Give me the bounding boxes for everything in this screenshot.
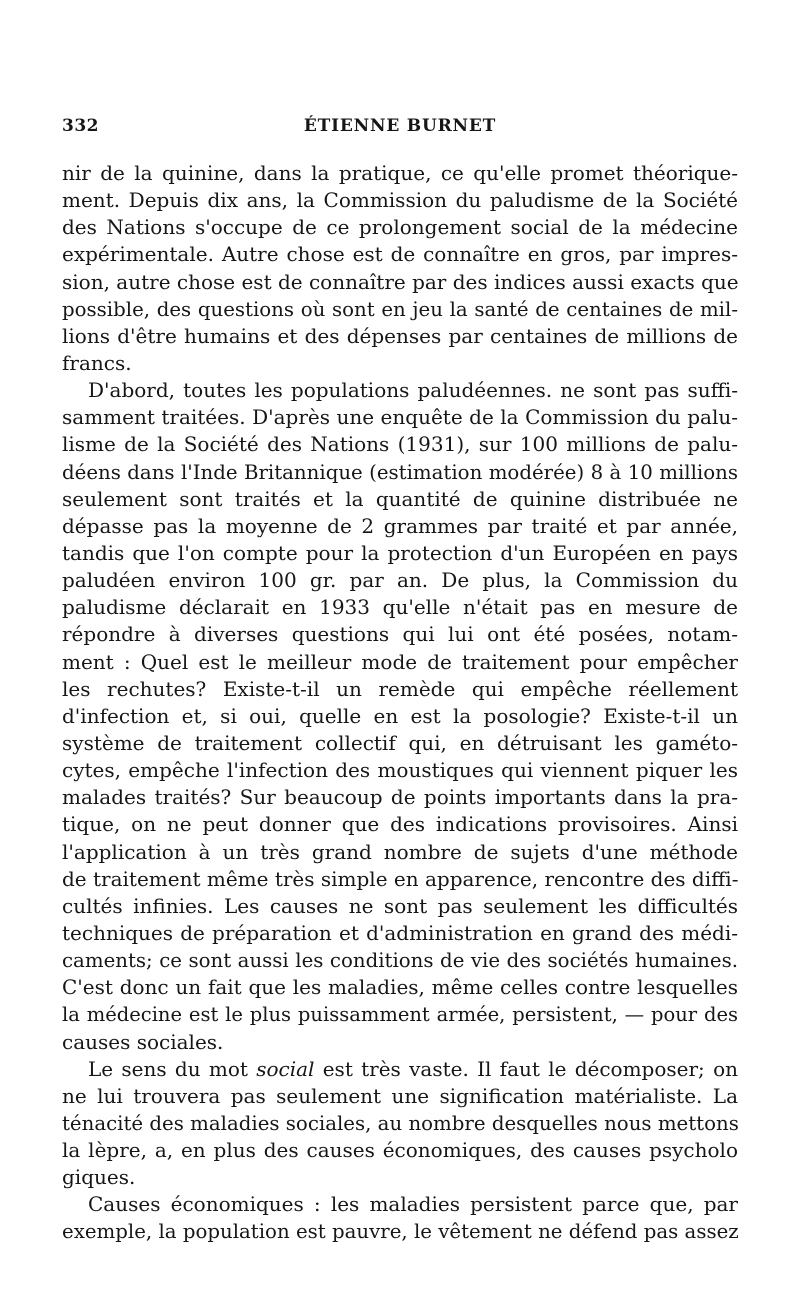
paragraph: [62, 160, 738, 377]
text-line: francs.: [62, 350, 132, 375]
paragraph: [62, 1191, 738, 1245]
text-line: des Nations s'occupe de ce prolongement social de la médecine: [62, 215, 738, 240]
body-text: [62, 160, 738, 1246]
text-line: ne lui trouvera pas seulement une signification matérialiste. La: [62, 1083, 738, 1108]
paragraph: [62, 1056, 738, 1192]
text-line: ment : Quel est le meilleur mode de traitement pour empêcher: [62, 649, 738, 674]
text-line: nir de la quinine, dans la pratique, ce qu'elle promet théorique-: [62, 161, 738, 185]
text-line: possible, des questions où sont en jeu la santé de centaines de mil-: [62, 297, 738, 321]
text-line: caments; ce sont aussi les conditions de vie des sociétés humaines.: [62, 949, 738, 973]
text-line: la médecine est le plus puissamment armée, persistent, — pour des: [62, 1003, 738, 1027]
text-line: l'application à un très grand nombre de sujets d'une méthode: [62, 839, 738, 864]
text-line: paludéen environ 100 gr. par an. De plus, la Commission du: [62, 568, 738, 593]
text-line: Causes économiques : les maladies persistent parce que, par: [88, 1192, 738, 1217]
text-line: samment traitées. D'après une enquête de la Commission du palu-: [62, 405, 738, 430]
text-line: d'infection et, si oui, quelle en est la posologie? Existe-t-il un: [62, 703, 738, 728]
text-line: giques.: [62, 1165, 136, 1190]
text-line: lisme de la Société des Nations (1931), sur 100 millions de palu-: [62, 432, 738, 457]
text-line: Le sens du mot social est très vaste. Il faut le décomposer; on: [88, 1056, 738, 1081]
text-line: seulement sont traités et la quantité de quinine distribuée ne: [62, 486, 738, 511]
text-line: déens dans l'Inde Britannique (estimation modérée) 8 à 10 millions: [62, 460, 738, 484]
text-line: répondre à diverses questions qui lui ont été posées, notam-: [62, 622, 738, 647]
text-line: malades traités? Sur beaucoup de points importants dans la pra-: [62, 785, 738, 810]
running-head: [62, 116, 738, 140]
text-line: expérimentale. Autre chose est de connaître en gros, par impres-: [62, 242, 738, 267]
text-line: lions d'être humains et des dépenses par centaines de millions de: [62, 323, 738, 348]
text-line: sion, autre chose est de connaître par des indices aussi exacts que: [62, 269, 739, 294]
paragraph: [62, 377, 738, 1056]
text-line: tique, on ne peut donner que des indications provisoires. Ainsi: [62, 812, 738, 837]
running-title: ÉTIENNE BURNET: [303, 116, 497, 136]
text-line: de traitement même très simple en apparence, rencontre des diffi-: [62, 866, 739, 891]
text-line: techniques de préparation et d'administration en grand des médi-: [62, 920, 738, 945]
text-line: cytes, empêche l'infection des moustiques qui viennent piquer les: [62, 758, 738, 783]
text-line: causes sociales.: [62, 1029, 224, 1054]
text-line: les rechutes? Existe-t-il un remède qui empêche réellement: [62, 676, 738, 701]
text-line: système de traitement collectif qui, en détruisant les gaméto-: [62, 730, 738, 755]
text-line: ment. Depuis dix ans, la Commission du paludisme de la Société: [62, 188, 738, 213]
text-line: paludisme déclarait en 1933 qu'elle n'était pas en mesure de: [62, 595, 738, 620]
text-line: cultés infinies. Les causes ne sont pas seulement les difficultés: [62, 893, 738, 918]
text-line: tandis que l'on compte pour la protection d'un Européen en pays: [62, 540, 738, 565]
text-line: ténacité des maladies sociales, au nombre desquelles nous mettons: [62, 1111, 739, 1135]
text-line: exemple, la population est pauvre, le vêtement ne défend pas assez: [62, 1220, 739, 1244]
text-line: la lèpre, a, en plus des causes économiques, des causes psycholo: [62, 1138, 738, 1163]
page-number: 332: [62, 116, 99, 136]
text-line: C'est donc un fait que les maladies, même celles contre lesquelles: [62, 975, 738, 1000]
text-line: D'abord, toutes les populations paludéennes. ne sont pas suffi-: [88, 378, 738, 403]
text-line: dépasse pas la moyenne de 2 grammes par traité et par année,: [62, 513, 738, 538]
